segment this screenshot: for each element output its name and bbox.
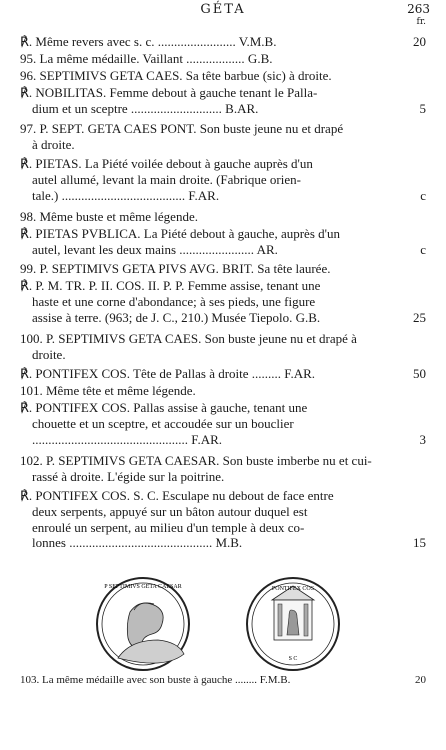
- obverse-coin: [97, 578, 189, 670]
- entry-line: à droite.: [32, 136, 75, 152]
- entry: [20, 226, 392, 258]
- entry-line: 95. La même médaille. Vaillant .................. G.B.: [20, 51, 273, 66]
- entry-line: droite.: [32, 346, 66, 362]
- entry-price: 20: [413, 34, 426, 49]
- entry: [20, 278, 392, 325]
- coin-caption-price: 20: [415, 674, 426, 686]
- entry-line: autel, levant les deux mains ....................... AR.: [32, 241, 278, 257]
- entry-line: 97. P. SEPT. GETA CAES PONT. Son buste jeune nu et drapé: [20, 121, 344, 136]
- entry-price: c: [420, 241, 426, 257]
- entry-line: ℟. PONTIFEX COS. Tête de Pallas à droite ......... F.AR.: [20, 366, 316, 381]
- entry-price: 3: [419, 431, 426, 447]
- coin-caption: [20, 674, 426, 686]
- entry-line: ℟. PONTIFEX COS. S. C. Esculape nu debout de face entre: [20, 488, 334, 503]
- coin-caption-text: 103. La même médaille avec son buste à gauche ........ F.M.B.: [20, 674, 291, 686]
- entry-line: autel allumé, levant la main droite. (Fabrique orien-: [32, 171, 301, 187]
- entry-line: ℟. NOBILITAS. Femme debout à gauche tenant le Palla-: [20, 85, 318, 100]
- entry-price: 25: [413, 309, 426, 325]
- entry-line: ℟. PONTIFEX COS. Pallas assise à gauche, tenant une: [20, 400, 308, 415]
- entry-price: 50: [413, 366, 426, 381]
- entry: [20, 34, 392, 50]
- entry: [20, 331, 392, 363]
- entry: [20, 400, 392, 447]
- entry: [20, 383, 392, 399]
- entry-line: assise à terre. (963; de J. C., 210.) Musée Tiepolo. G.B.: [32, 309, 321, 325]
- entry-line: 102. P. SEPTIMIVS GETA CAESAR. Son buste imberbe nu et cui-: [20, 453, 372, 468]
- entry: [20, 209, 392, 225]
- entry: [20, 366, 392, 382]
- entry-line: deux serpents, appuyé sur un bâton autour duquel est: [32, 503, 308, 519]
- reverse-exergue: S C: [288, 656, 298, 662]
- entry-line: enroulé un serpent, au milieu d'un temple à deux co-: [32, 519, 305, 535]
- page-number: 263: [407, 2, 430, 16]
- entry: [20, 453, 392, 485]
- coin-illustrations: [88, 574, 348, 674]
- page-title: GÉTA: [200, 2, 246, 17]
- obverse-legend: P SEPTIMIVS GETA CAESAR: [104, 584, 182, 590]
- entry-line: ................................................ F.AR.: [32, 431, 222, 447]
- entry-line: ℟. P. M. TR. P. II. COS. II. P. P. Femme assise, tenant une: [20, 278, 321, 293]
- entry-line: 100. P. SEPTIMIVS GETA CAES. Son buste jeune nu et drapé à: [20, 331, 357, 346]
- entry: [20, 488, 392, 551]
- entry-line: rassé à droite. L'égide sur la poitrine.: [32, 468, 225, 484]
- price-unit: fr.: [416, 17, 426, 27]
- reverse-coin: [247, 578, 339, 670]
- entry: [20, 68, 392, 84]
- entry-line: chouette et un sceptre, et accoudée sur un bouclier: [32, 415, 294, 431]
- entry-line: 98. Même buste et même légende.: [20, 209, 198, 224]
- entry-line: tale.) ...................................... F.AR.: [32, 187, 220, 203]
- entry-line: lonnes ............................................ M.B.: [32, 535, 243, 551]
- entry-line: haste et une corne d'abondance; à ses pieds, une figure: [32, 293, 316, 309]
- entry-price: 5: [419, 100, 426, 116]
- entry: [20, 156, 392, 203]
- entry-line: dium et un sceptre ............................ B.AR.: [32, 100, 259, 116]
- entry-price: c: [420, 187, 426, 203]
- entry: [20, 85, 392, 117]
- entry-price: 15: [413, 535, 426, 551]
- entry: [20, 51, 392, 67]
- entry-line: 99. P. SEPTIMIVS GETA PIVS AVG. BRIT. Sa tête laurée.: [20, 261, 331, 276]
- entry-line: ℟. PIETAS. La Piété voilée debout à gauche auprès d'un: [20, 156, 313, 171]
- entry: [20, 261, 392, 277]
- reverse-legend: PONTIFEX COS: [271, 586, 315, 592]
- entry-line: ℟. PIETAS PVBLICA. La Piété debout à gauche, auprès d'un: [20, 226, 340, 241]
- entry: [20, 121, 392, 153]
- entry-line: 101. Même tête et même légende.: [20, 383, 196, 398]
- entry-line: 96. SEPTIMIVS GETA CAES. Sa tête barbue (sic) à droite.: [20, 68, 332, 83]
- entry-line: ℟. Même revers avec s. c. ........................ V.M.B.: [20, 34, 277, 49]
